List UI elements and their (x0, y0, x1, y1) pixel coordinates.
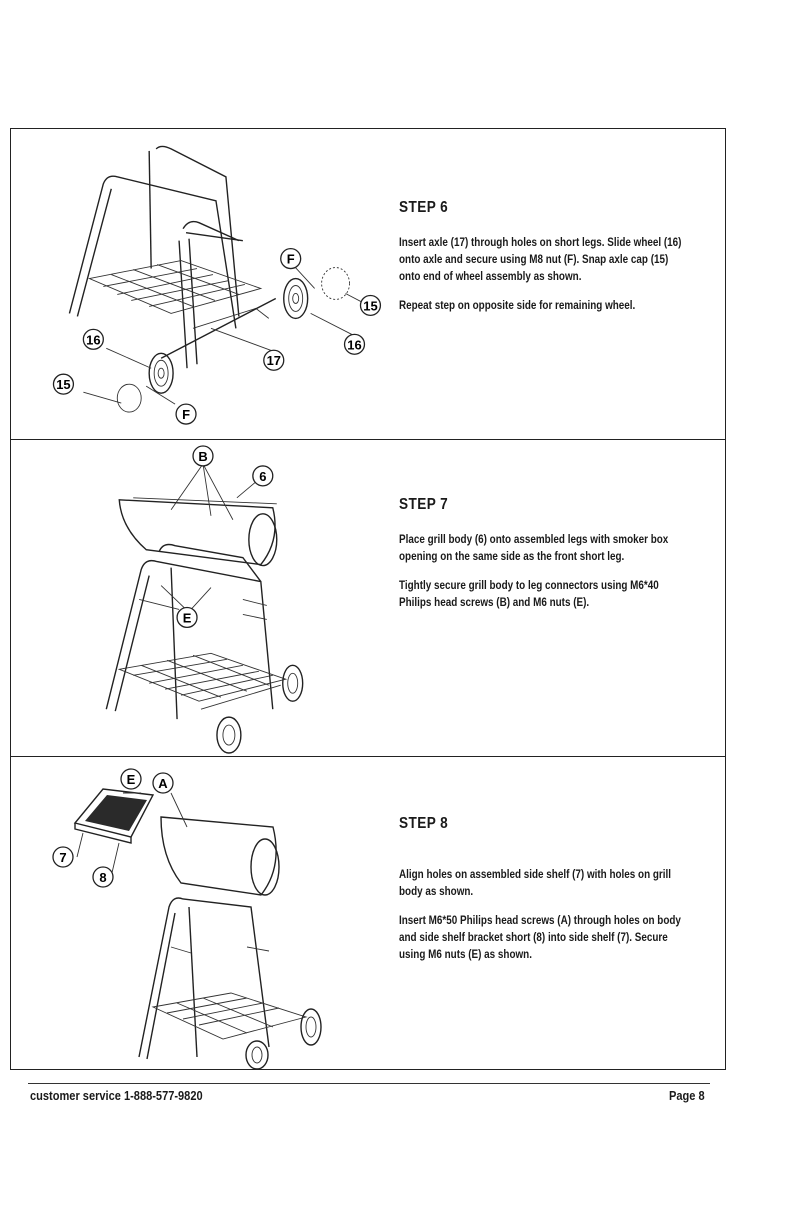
step-6-para-1: Insert axle (17) through holes on short legs. Slide wheel (16) onto axle and secure using M8 nut (F). Snap axle cap (15) onto end of wheel assembly as shown. (399, 237, 682, 283)
axle-cap-15-left (117, 384, 141, 412)
page-number: Page 8 (669, 1088, 705, 1103)
step-6-para-2: Repeat step on opposite side for remaining wheel. (399, 300, 636, 312)
svg-text:7: 7 (59, 850, 67, 865)
wheel-right (283, 665, 303, 701)
wheel-16-left (149, 353, 173, 393)
step-8-text (399, 815, 689, 976)
step-7-text (399, 496, 689, 624)
svg-text:16: 16 (347, 337, 362, 353)
step-7-para-1: Place grill body (6) onto assembled legs with smoker box opening on the same side as the front short leg. (399, 534, 669, 563)
svg-text:6: 6 (259, 468, 267, 484)
step-7-title: STEP 7 (399, 496, 449, 513)
callout-7 (53, 847, 73, 867)
step-8-illustration (11, 757, 391, 1071)
callout-16-left (83, 329, 103, 349)
callout-15-left (53, 374, 73, 394)
side-shelf-7 (75, 789, 153, 843)
svg-text:16: 16 (86, 332, 101, 348)
wheel-right (301, 1009, 321, 1045)
callout-B (193, 446, 213, 466)
svg-text:F: F (182, 407, 191, 423)
grill-body (161, 817, 279, 895)
callout-8 (93, 867, 113, 887)
svg-text:E: E (182, 610, 192, 626)
step-6-section (11, 129, 725, 440)
grill-body-6 (119, 498, 277, 566)
svg-text:E: E (126, 772, 136, 787)
callout-15-right (360, 295, 380, 315)
callout-16-right (345, 334, 365, 354)
callout-A (153, 773, 173, 793)
callout-6 (253, 466, 273, 486)
customer-service-text: customer service 1-888-577-9820 (30, 1088, 203, 1103)
step-7-illustration (11, 440, 391, 756)
callout-F-bottom (176, 404, 196, 424)
callout-E (121, 769, 141, 789)
wheel-left (246, 1041, 268, 1069)
svg-text:F: F (286, 251, 295, 267)
callout-E (177, 607, 197, 627)
step-6-illustration (11, 129, 391, 439)
step-7-section (11, 440, 725, 757)
svg-text:8: 8 (99, 870, 107, 885)
step-8-para-2: Insert M6*50 Philips head screws (A) through holes on body and side shelf bracket short (8) into side shelf (7). Secure using M6 nuts (E) as shown. (399, 915, 681, 961)
axle-cap-15-right (322, 268, 350, 300)
step-7-para-2: Tightly secure grill body to leg connectors using M6*40 Philips head screws (B) and M6 nuts (E). (399, 580, 659, 609)
svg-text:17: 17 (266, 353, 281, 369)
wheel-16-right (284, 279, 308, 319)
step-6-title: STEP 6 (399, 199, 449, 216)
callout-F-top (281, 249, 301, 269)
instructions-frame (10, 128, 726, 1070)
step-6-text (399, 199, 689, 327)
svg-text:B: B (198, 448, 208, 464)
svg-text:15: 15 (363, 298, 378, 314)
callout-17 (264, 350, 284, 370)
svg-text:15: 15 (56, 377, 71, 393)
step-8-para-1: Align holes on assembled side shelf (7) with holes on grill body as shown. (399, 869, 672, 898)
wheel-left (217, 717, 241, 753)
step-8-title: STEP 8 (399, 815, 449, 832)
step-8-section (11, 757, 725, 1071)
svg-text:A: A (158, 776, 168, 791)
footer-divider (28, 1083, 710, 1084)
